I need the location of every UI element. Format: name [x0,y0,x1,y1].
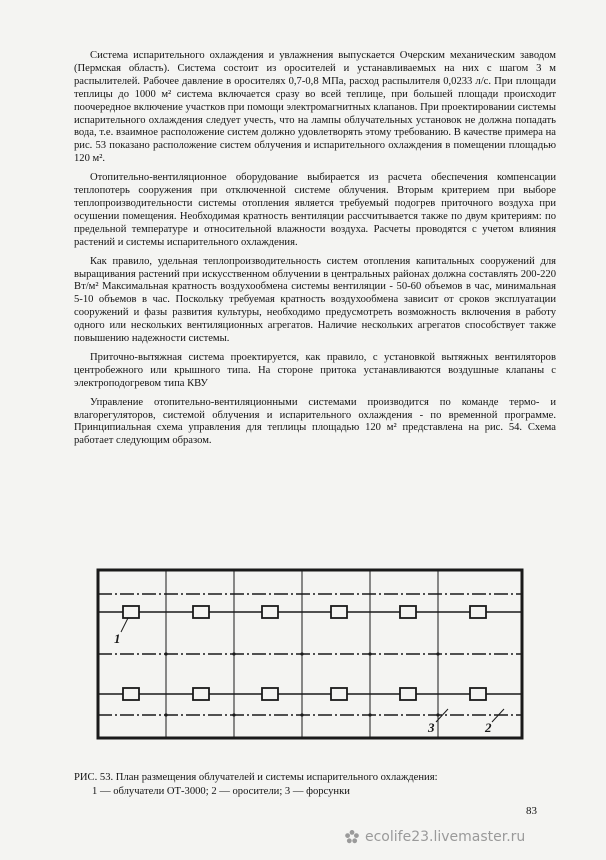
figure-label-3: 3 [428,720,435,735]
paragraph: Отопительно-вентиляционное оборудование выбирается из расчета обеспечения компенсации теплопотерь сооружения при отключенной системе облучения. Вторым критерием при выборе теплопроизводительности системы отопления является требуемый подогрев приточного воздуха при осушении помещения. Необходимая кратность вентиляции рассчитывается также по двум критериям: по предельной температуре и относительной влажности воздуха. Расчеты проводятся с учетом влияния растений и системы испарительного охлаждения. [74,172,556,248]
lamp-fixture [331,606,347,618]
caption-legend: 1 — облучатели ОТ-3000; 2 — оросители; 3 — форсунки [92,785,350,797]
lamp-fixture [123,606,139,618]
nozzle-dot [436,713,439,716]
lamp-fixture [470,606,486,618]
figure-caption [74,771,556,798]
lamp-fixture [262,606,278,618]
nozzle-dot [232,713,235,716]
livemaster-flower-icon [344,829,360,845]
nozzle-dot [368,652,371,655]
nozzle-dot [164,652,167,655]
paragraph: Приточно-вытяжная система проектируется, как правило, с установкой вытяжных вентиляторов центробежного или крышного типа. На стороне притока устанавливаются воздушные клапаны с электроподогревом типа КВУ [74,351,556,389]
caption-title: РИС. 53. План размещения облучателей и системы испарительного охлаждения: [74,772,438,783]
lamp-fixture [470,688,486,700]
page-number: 83 [526,805,537,817]
lamp-fixture [400,606,416,618]
nozzle-dot [368,713,371,716]
lamp-fixture [123,688,139,700]
lamp-fixture [400,688,416,700]
nozzle-dot [232,652,235,655]
lamp-fixture [331,688,347,700]
figure-label-2: 2 [485,720,492,735]
figure-53-layout-plan [96,568,526,740]
watermark [344,829,525,845]
lamp-fixture [193,688,209,700]
nozzle-dot [300,652,303,655]
leader-line-1 [121,618,128,632]
paragraph: Как правило, удельная теплопроизводительность систем отопления капитальных сооружений для выращивания растений при искусственном облучении в центральных районах должна составлять 200-220 Вт/м² Максимальная кратность воздухообмена системы вентиляции - 50-60 объемов в час, минимальная 5-10 объемов в час. Поскольку требуемая кратность воздухообмена зависит от сроков эксплуатации сооружений и фазы развития культуры, необходимо предусмотреть возможность включения в работу одного или нескольких вентиляционных агрегатов. Наличие нескольких агрегатов способствует также повышению надежности системы. [74,255,556,345]
watermark-text: ecolife23.livemaster.ru [365,829,526,845]
lamp-fixture [193,606,209,618]
nozzle-dot [436,652,439,655]
paragraph: Система испарительного охлаждения и увлажнения выпускается Очерским механическим заводом (Пермская область). Система состоит из оросителей и устанавливаемых на них с шагом 3 м распылителей. Рабочее давление в оросителях 0,7-0,8 МПа, расход распылителя 0,0233 л/с. При площади теплицы до 1000 м² система включается сразу во всей теплице, при большей площади происходит поочередное включение участков при помощи электромагнитных клапанов. При проектировании системы испарительного охлаждения следует учесть, что на лампы облучательных установок не должна попадать вода, т.е. взаимное расположение систем должно удовлетворять этому требованию. В качестве примера на рис. 53 показано расположение систем облучения и испарительного охлаждения в помещении площадью 120 м². [74,50,556,165]
nozzle-dot [300,713,303,716]
paragraph: Управление отопительно-вентиляционными системами производится по команде термо- и влагорегуляторов, системой облучения и испарительного охлаждения - по временной программе. Принципиальная схема управления для теплицы площадью 120 м² представлена на рис. 54. Схема работает следующим образом. [74,396,556,447]
body-text [74,50,556,454]
layout-plan-drawing [96,568,526,740]
figure-label-1: 1 [114,631,121,646]
nozzle-dot [164,713,167,716]
lamp-fixture [262,688,278,700]
